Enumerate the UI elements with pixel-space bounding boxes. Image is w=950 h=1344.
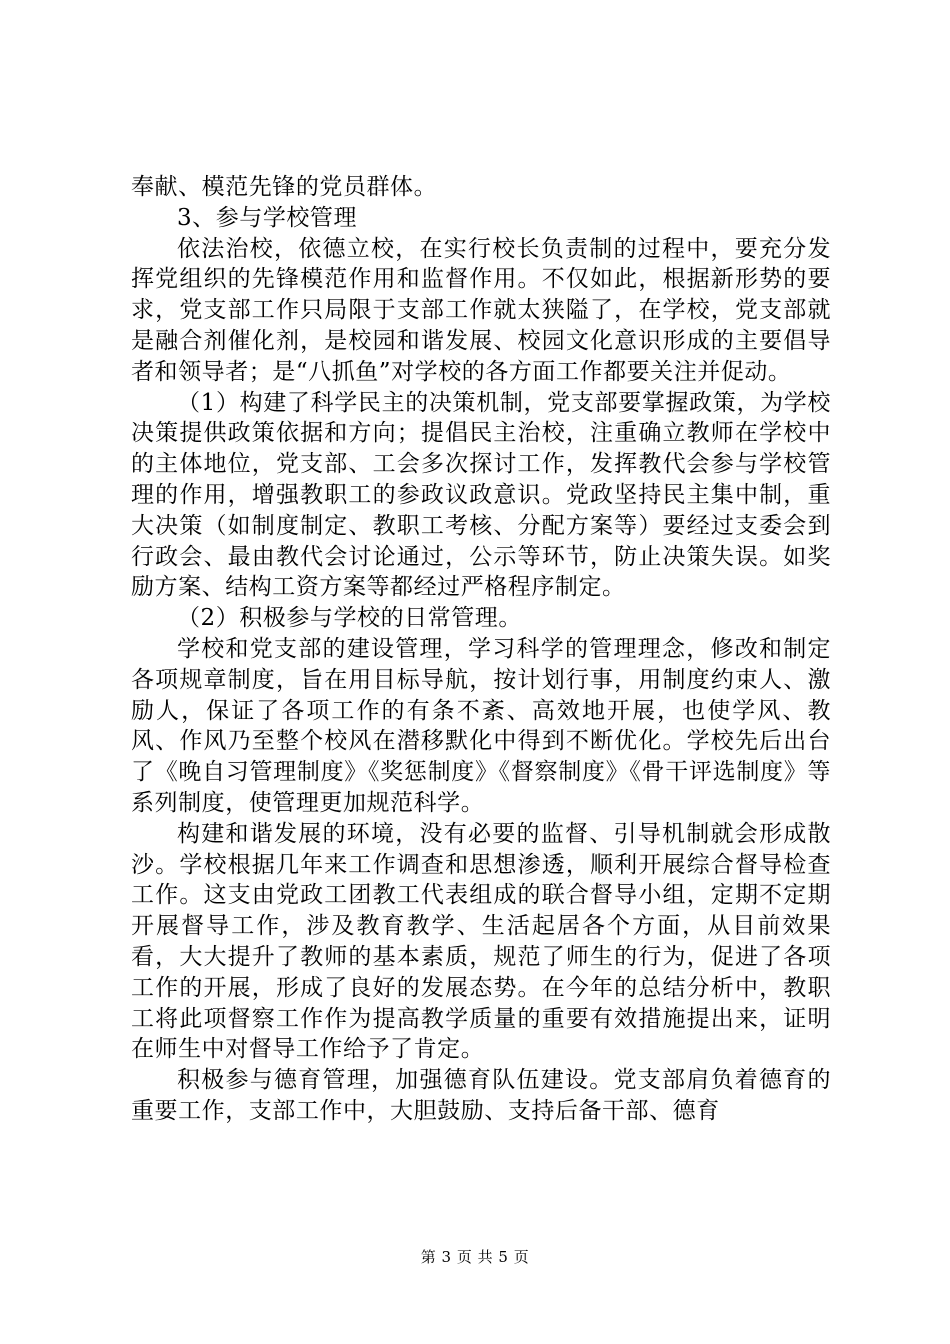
document-body — [131, 172, 831, 1127]
paragraph: （1）构建了科学民主的决策机制，党支部要掌握政策，为学校决策提供政策依据和方向；提倡民主治校，注重确立教师在学校中的主体地位，党支部、工会多次探讨工作，发挥教代会参与学校管理的作用，增强教职工的参政议政意识。党政坚持民主集中制，重大决策（如制度制定、教职工考核、分配方案等）要经过支委会到行政会、最由教代会讨论通过，公示等环节，防止决策失误。如奖励方案、结构工资方案等都经过严格程序制定。 — [131, 389, 831, 601]
paragraph: 积极参与德育管理，加强德育队伍建设。党支部肩负着德育的重要工作，支部工作中，大胆鼓励、支持后备干部、德育 — [131, 1067, 831, 1124]
paragraph: 构建和谐发展的环境，没有必要的监督、引导机制就会形成散沙。学校根据几年来工作调查和思想渗透，顺利开展综合督导检查工作。这支由党政工团教工代表组成的联合督导小组，定期不定期开展督导工作，涉及教育教学、生活起居各个方面，从目前效果看，大大提升了教师的基本素质，规范了师生的行为，促进了各项工作的开展，形成了良好的发展态势。在今年的总结分析中，教职工将此项督察工作作为提高教学质量的重要有效措施提出来，证明在师生中对督导工作给予了肯定。 — [131, 820, 831, 1063]
paragraph: 学校和党支部的建设管理，学习科学的管理理念，修改和制定各项规章制度，旨在用目标导航，按计划行事，用制度约束人、激励人，保证了各项工作的有条不紊、高效地开展，也使学风、教风、作风乃至整个校风在潜移默化中得到不断优化。学校先后出台了《晚自习管理制度》《奖惩制度》《督察制度》《骨干评选制度》等系列制度，使管理更加规范科学。 — [131, 635, 831, 816]
page-number-footer: 第 3 页 共 5 页 — [420, 1248, 530, 1266]
paragraph: （2）积极参与学校的日常管理。 — [177, 605, 522, 632]
paragraph: 依法治校，依德立校，在实行校长负责制的过程中，要充分发挥党组织的先锋模范作用和监督作用。不仅如此，根据新形势的要求，党支部工作只局限于支部工作就太狭隘了，在学校，党支部就是融合剂催化剂，是校园和谐发展、校园文化意识形成的主要倡导者和领导者；是“八抓鱼”对学校的各方面工作都要关注并促动。 — [131, 235, 831, 385]
paragraph-continuation: 奉献、模范先锋的党员群体。 — [131, 174, 438, 200]
section-heading: 3、参与学校管理 — [177, 204, 358, 231]
